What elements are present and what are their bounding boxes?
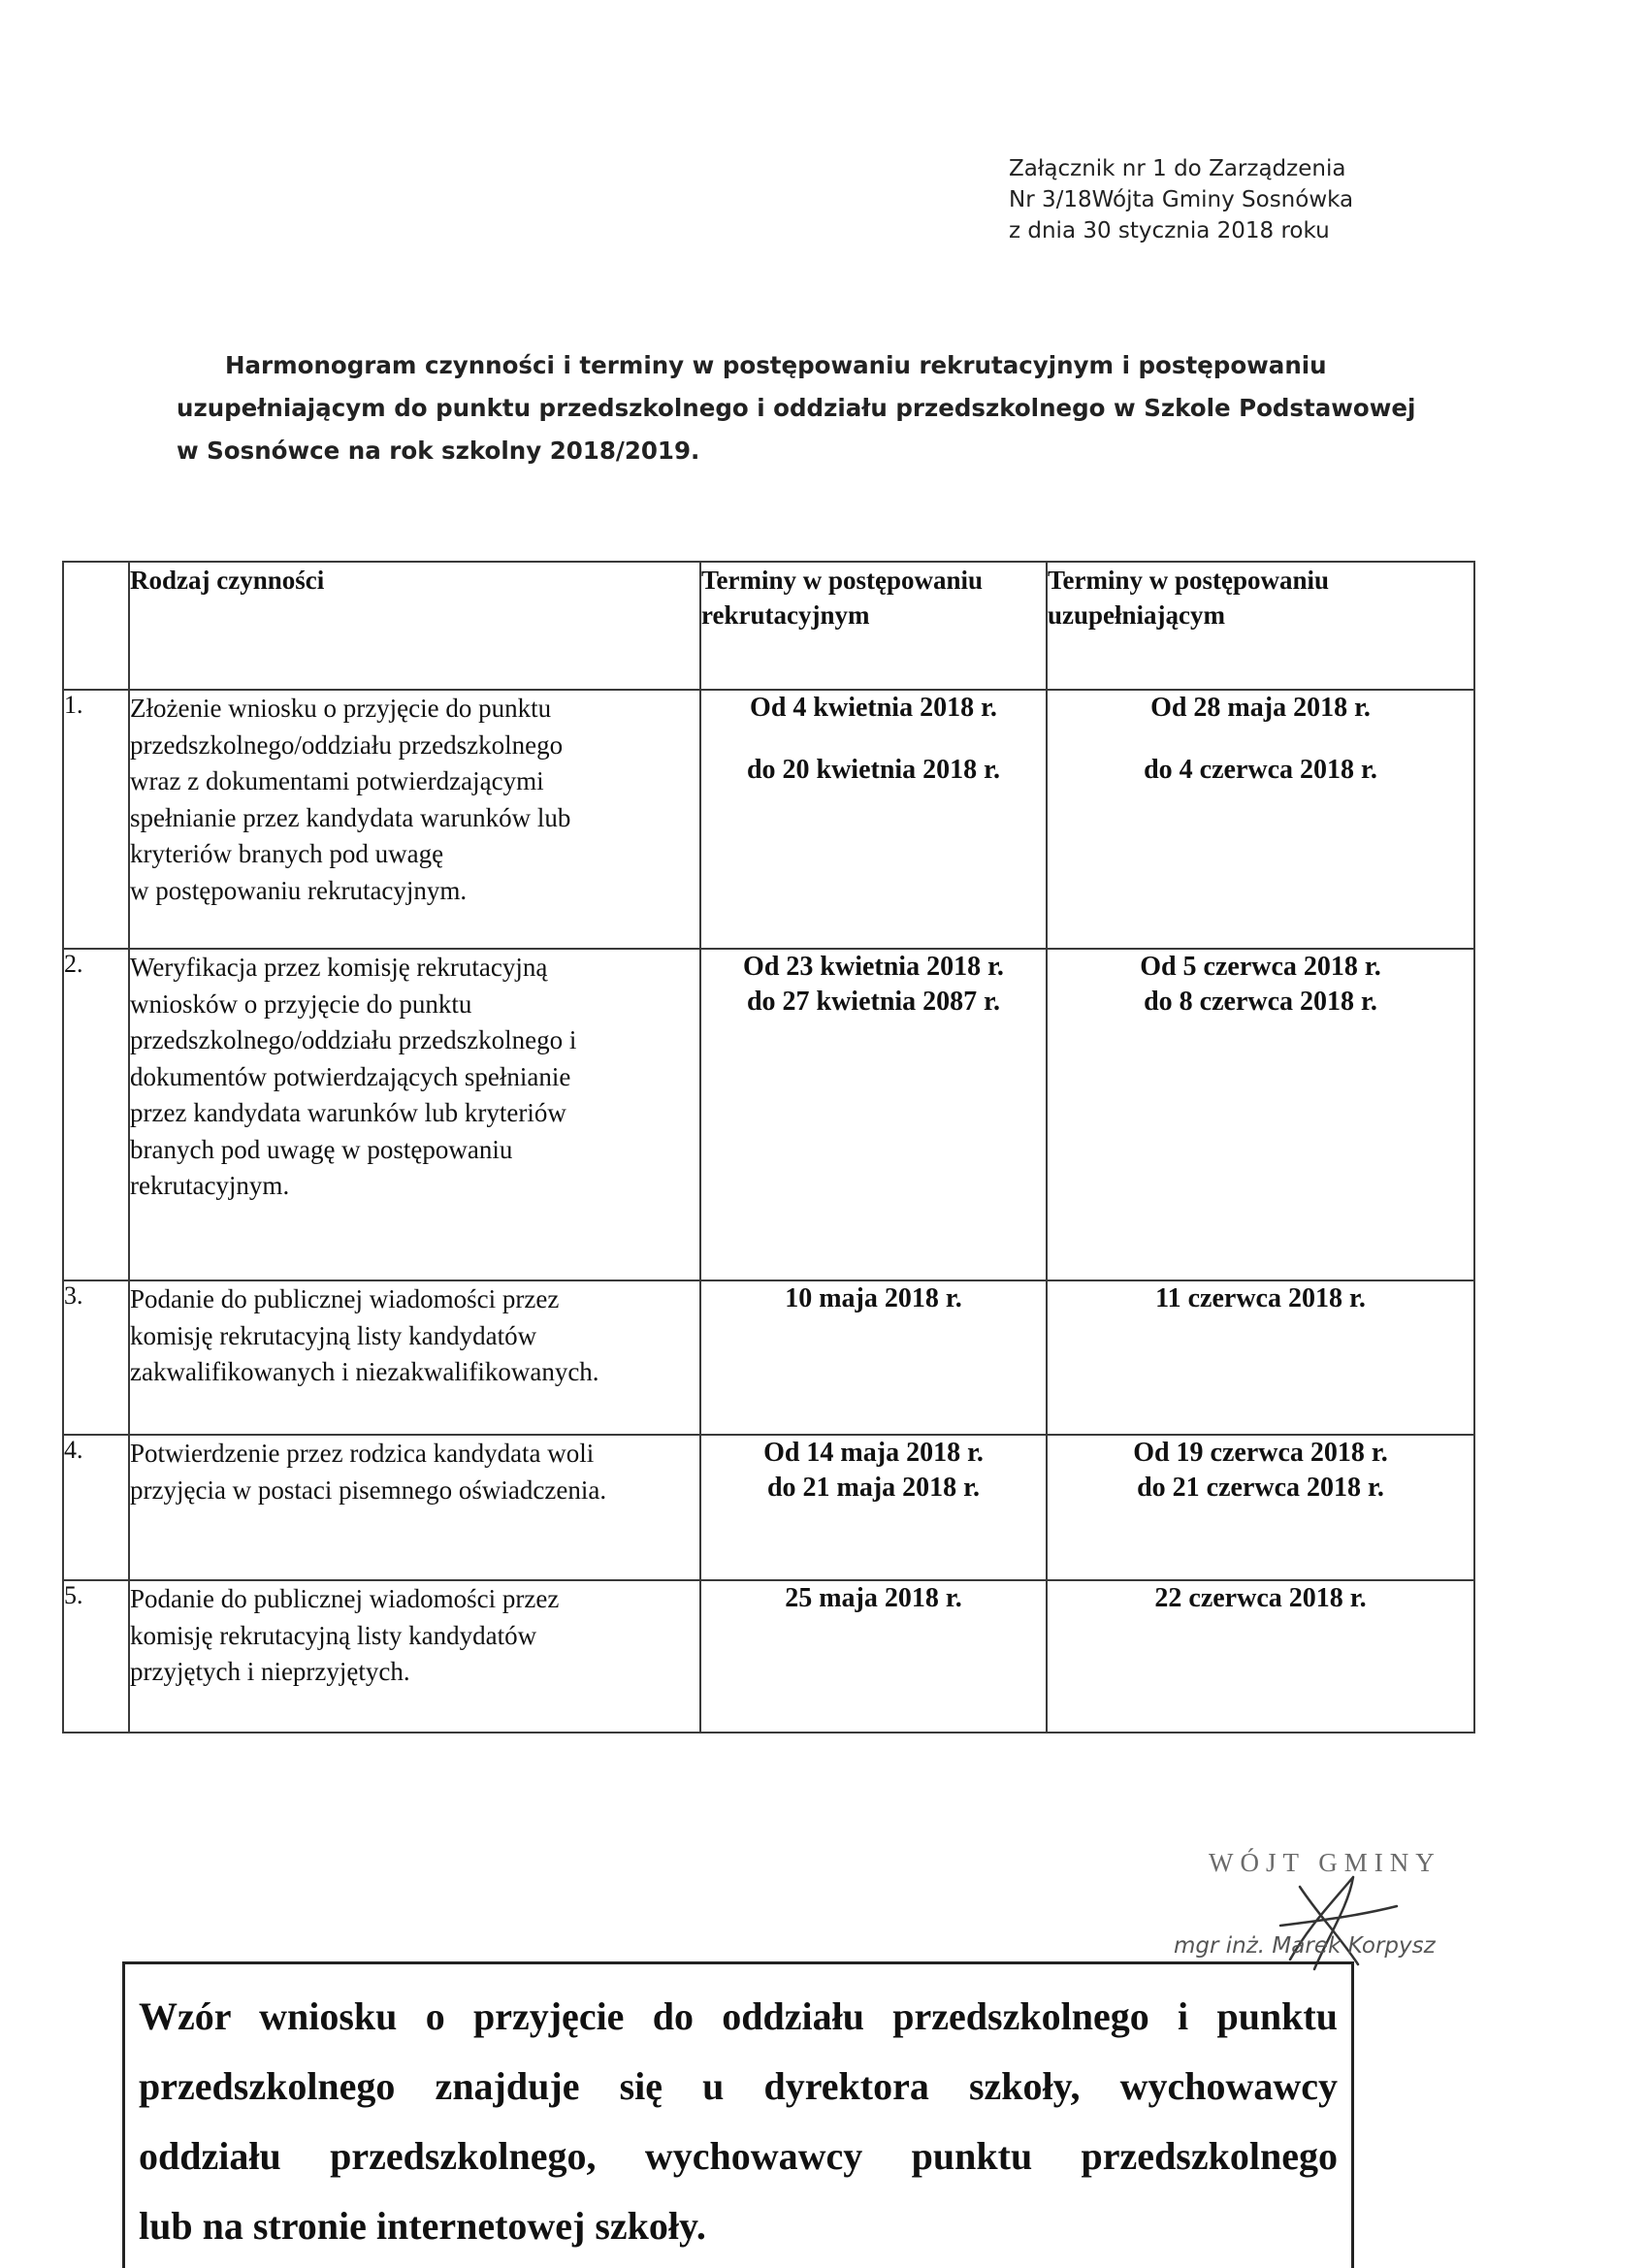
row-description (129, 1580, 700, 1733)
attachment-line: Nr 3/18Wójta Gminy Sosnówka (1009, 187, 1354, 212)
row-number: 3. (63, 1280, 129, 1435)
date-line: Od 28 maja 2018 r. (1150, 693, 1371, 723)
header-line: Terminy w postępowaniu (701, 566, 984, 595)
row-number: 1. (63, 690, 129, 949)
title-line: Harmonogram czynności i terminy w postępowaniu rekrutacyjnym i postępowaniu (225, 351, 1327, 379)
description-line: Podanie do publicznej wiadomości przez (130, 1284, 560, 1313)
notice-line: lub na stronie internetowej szkoły. (139, 2204, 706, 2248)
supplementary-dates (1047, 690, 1474, 949)
recruitment-dates (700, 1280, 1047, 1435)
table-row (63, 949, 1474, 1280)
date-line: do 4 czerwca 2018 r. (1144, 755, 1377, 785)
description-line: wraz z dokumentami potwierdzającymi (130, 766, 544, 795)
table-row (63, 1280, 1474, 1435)
title-line: w Sosnówce na rok szkolny 2018/2019. (177, 437, 700, 465)
date-line: Od 4 kwietnia 2018 r. (750, 693, 997, 723)
recruitment-dates (700, 1435, 1047, 1580)
date-line: do 20 kwietnia 2018 r. (746, 755, 1001, 785)
date-line: 11 czerwca 2018 r. (1155, 1283, 1366, 1313)
date-line: Od 5 czerwca 2018 r. (1140, 952, 1381, 982)
table-row (63, 1435, 1474, 1580)
description-line: dokumentów potwierdzających spełnianie (130, 1061, 571, 1091)
schedule-table (62, 561, 1475, 1733)
description-line: przedszkolnego/oddziału przedszkolnego i (130, 1025, 577, 1054)
notice-line: oddziału przedszkolnego, wychowawcy punktu przedszkolnego (139, 2134, 1338, 2178)
attachment-line: z dnia 30 stycznia 2018 roku (1009, 218, 1330, 243)
row-description (129, 1280, 700, 1435)
description-line: zakwalifikowanych i niezakwalifikowanych. (130, 1357, 599, 1386)
description-line: Weryfikacja przez komisję rekrutacyjną (130, 953, 548, 982)
recruitment-dates (700, 949, 1047, 1280)
date-line: 10 maja 2018 r. (785, 1283, 962, 1313)
description-line: przyjętych i nieprzyjętych. (130, 1657, 410, 1686)
date-line: Od 23 kwietnia 2018 r. (743, 952, 1004, 982)
header-supplementary (1047, 562, 1474, 690)
date-line: do 27 kwietnia 2087 r. (746, 987, 1001, 1017)
date-line: do 21 maja 2018 r. (766, 1473, 981, 1503)
description-line: branych pod uwagę w postępowaniu (130, 1134, 513, 1164)
row-number: 2. (63, 949, 129, 1280)
table-header-row (63, 562, 1474, 690)
date-line: 25 maja 2018 r. (785, 1583, 962, 1613)
row-description (129, 949, 700, 1280)
header-line: Terminy w postępowaniu (1048, 566, 1330, 595)
header-line: rekrutacyjnym (701, 600, 870, 630)
notice-line: Wzór wniosku o przyjęcie do oddziału przedszkolnego i punktu (139, 1994, 1338, 2038)
date-line: do 21 czerwca 2018 r. (1137, 1473, 1384, 1503)
date-line: Od 19 czerwca 2018 r. (1133, 1438, 1388, 1468)
description-line: przez kandydata warunków lub kryteriów (130, 1098, 566, 1127)
date-line: 22 czerwca 2018 r. (1154, 1583, 1367, 1613)
row-description (129, 1435, 700, 1580)
notice-line: przedszkolnego znajduje się u dyrektora szkoły, wychowawcy (139, 2064, 1338, 2108)
header-number (63, 562, 129, 690)
recruitment-dates (700, 1580, 1047, 1733)
table-row (63, 690, 1474, 949)
description-line: Złożenie wniosku o przyjęcie do punktu (130, 694, 552, 723)
description-line: Potwierdzenie przez rodzica kandydata woli (130, 1439, 595, 1468)
stamp-title: WÓJT GMINY (1209, 1848, 1441, 1877)
description-line: w postępowaniu rekrutacyjnym. (130, 875, 468, 905)
stamp-name: mgr inż. Marek Korpysz (1174, 1933, 1436, 1959)
signature-stamp (1164, 1848, 1474, 1974)
description-line: komisję rekrutacyjną listy kandydatów (130, 1320, 537, 1350)
row-description (129, 690, 700, 949)
title-line: uzupełniającym do punktu przedszkolnego i oddziału przedszkolnego w Szkole Podstawowej (177, 394, 1416, 422)
description-line: przyjęcia w postaci pisemnego oświadczenia. (130, 1474, 607, 1505)
supplementary-dates (1047, 949, 1474, 1280)
attachment-line: Załącznik nr 1 do Zarządzenia (1009, 156, 1346, 181)
supplementary-dates (1047, 1580, 1474, 1733)
supplementary-dates (1047, 1280, 1474, 1435)
row-number: 5. (63, 1580, 129, 1733)
header-recruitment (700, 562, 1047, 690)
document-title (177, 344, 1416, 472)
table-row (63, 1580, 1474, 1733)
header-activity: Rodzaj czynności (129, 562, 700, 690)
notice-box (122, 1961, 1354, 2268)
description-line: Podanie do publicznej wiadomości przez (130, 1584, 560, 1613)
description-line: rekrutacyjnym. (130, 1171, 290, 1200)
supplementary-dates (1047, 1435, 1474, 1580)
date-line: do 8 czerwca 2018 r. (1144, 987, 1377, 1017)
recruitment-dates (700, 690, 1047, 949)
description-line: spełnianie przez kandydata warunków lub (130, 802, 571, 832)
description-line: komisję rekrutacyjną listy kandydatów (130, 1620, 537, 1650)
attachment-note (1009, 153, 1494, 246)
description-line: przedszkolnego/oddziału przedszkolnego (130, 729, 564, 760)
header-line: uzupełniającym (1048, 600, 1226, 630)
description-line: kryteriów branych pod uwagę (130, 839, 444, 868)
date-line: Od 14 maja 2018 r. (763, 1438, 984, 1468)
row-number: 4. (63, 1435, 129, 1580)
description-line: wniosków o przyjęcie do punktu (130, 988, 472, 1019)
